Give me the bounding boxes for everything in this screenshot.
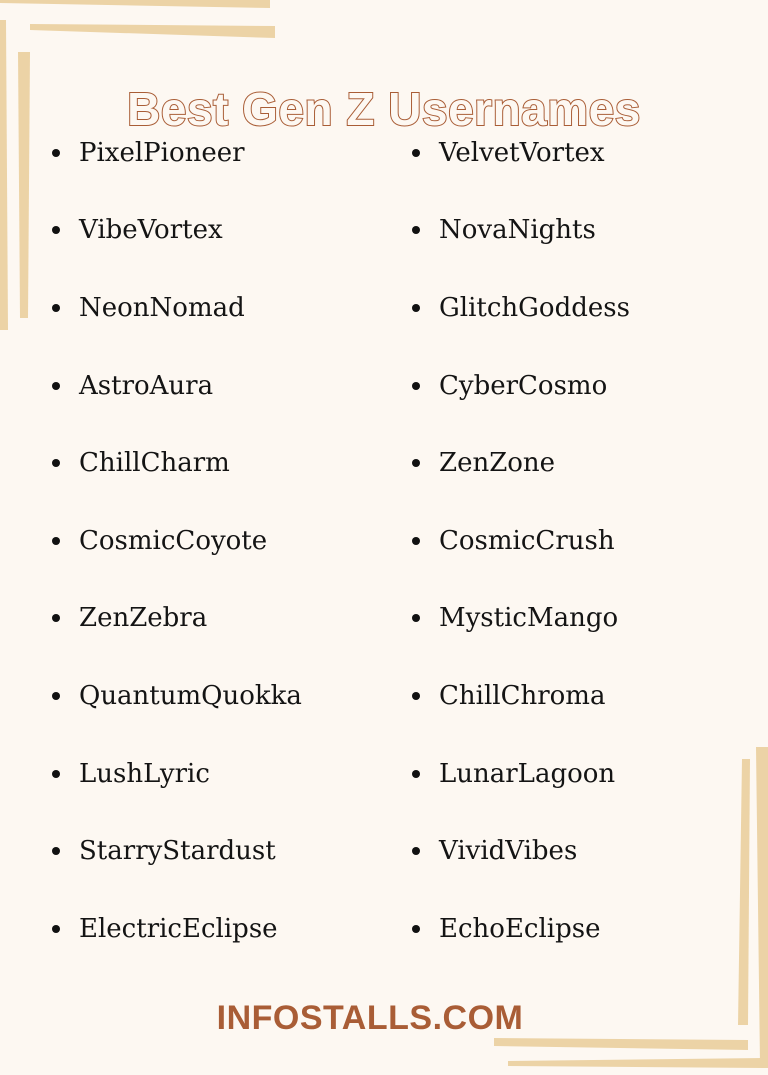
bullet-icon (412, 847, 420, 855)
username-label: StarryStardust (79, 836, 276, 867)
bullet-icon (52, 847, 60, 855)
username-label: NeonNomad (79, 292, 245, 323)
list-item (412, 580, 630, 658)
list-item (52, 114, 302, 192)
username-list-right (412, 114, 630, 968)
bullet-icon (412, 614, 420, 622)
username-label: GlitchGoddess (439, 292, 630, 323)
bullet-icon (52, 614, 60, 622)
list-item (52, 580, 302, 658)
bullet-icon (52, 149, 60, 157)
list-item (412, 192, 630, 270)
username-label: LunarLagoon (439, 758, 616, 789)
username-label: ZenZebra (79, 603, 208, 634)
bullet-icon (52, 304, 60, 312)
list-item (412, 269, 630, 347)
username-label: CyberCosmo (439, 370, 608, 401)
bullet-icon (52, 382, 60, 390)
username-label: LushLyric (79, 758, 210, 789)
list-item (52, 657, 302, 735)
bullet-icon (52, 770, 60, 778)
username-label: QuantumQuokka (79, 680, 302, 711)
list-item (412, 735, 630, 813)
site-watermark: INFOSTALLS.COM (216, 999, 524, 1037)
bullet-icon (412, 304, 420, 312)
list-item (52, 812, 302, 890)
bullet-icon (52, 226, 60, 234)
bullet-icon (412, 382, 420, 390)
list-item (412, 812, 630, 890)
bullet-icon (412, 770, 420, 778)
bullet-icon (412, 692, 420, 700)
username-label: NovaNights (439, 215, 596, 246)
username-label: PixelPioneer (79, 137, 245, 168)
list-item (412, 502, 630, 580)
username-label: VibeVortex (79, 215, 223, 246)
list-item (52, 192, 302, 270)
list-item (52, 502, 302, 580)
list-item (52, 424, 302, 502)
bullet-icon (412, 149, 420, 157)
username-label: VividVibes (439, 836, 578, 867)
username-label: CosmicCoyote (79, 525, 268, 556)
username-label: ChillChroma (439, 680, 606, 711)
list-item (52, 735, 302, 813)
username-label: MysticMango (439, 603, 619, 634)
username-label: AstroAura (79, 370, 214, 401)
bullet-icon (412, 459, 420, 467)
username-label: EchoEclipse (439, 913, 601, 944)
username-label: ZenZone (439, 448, 556, 479)
list-item (412, 347, 630, 425)
list-item (412, 657, 630, 735)
username-label: VelvetVortex (439, 137, 605, 168)
bullet-icon (52, 925, 60, 933)
list-item (52, 269, 302, 347)
bullet-icon (412, 537, 420, 545)
bullet-icon (52, 537, 60, 545)
username-label: CosmicCrush (439, 525, 615, 556)
list-item (412, 424, 630, 502)
list-item (412, 890, 630, 968)
username-label: ElectricEclipse (79, 913, 278, 944)
username-label: ChillCharm (79, 448, 230, 479)
bullet-icon (412, 925, 420, 933)
list-item (52, 347, 302, 425)
page-title: Best Gen Z Usernames (127, 82, 641, 135)
bullet-icon (52, 459, 60, 467)
bullet-icon (52, 692, 60, 700)
list-item (412, 114, 630, 192)
username-list-left (52, 114, 302, 968)
list-item (52, 890, 302, 968)
bullet-icon (412, 226, 420, 234)
